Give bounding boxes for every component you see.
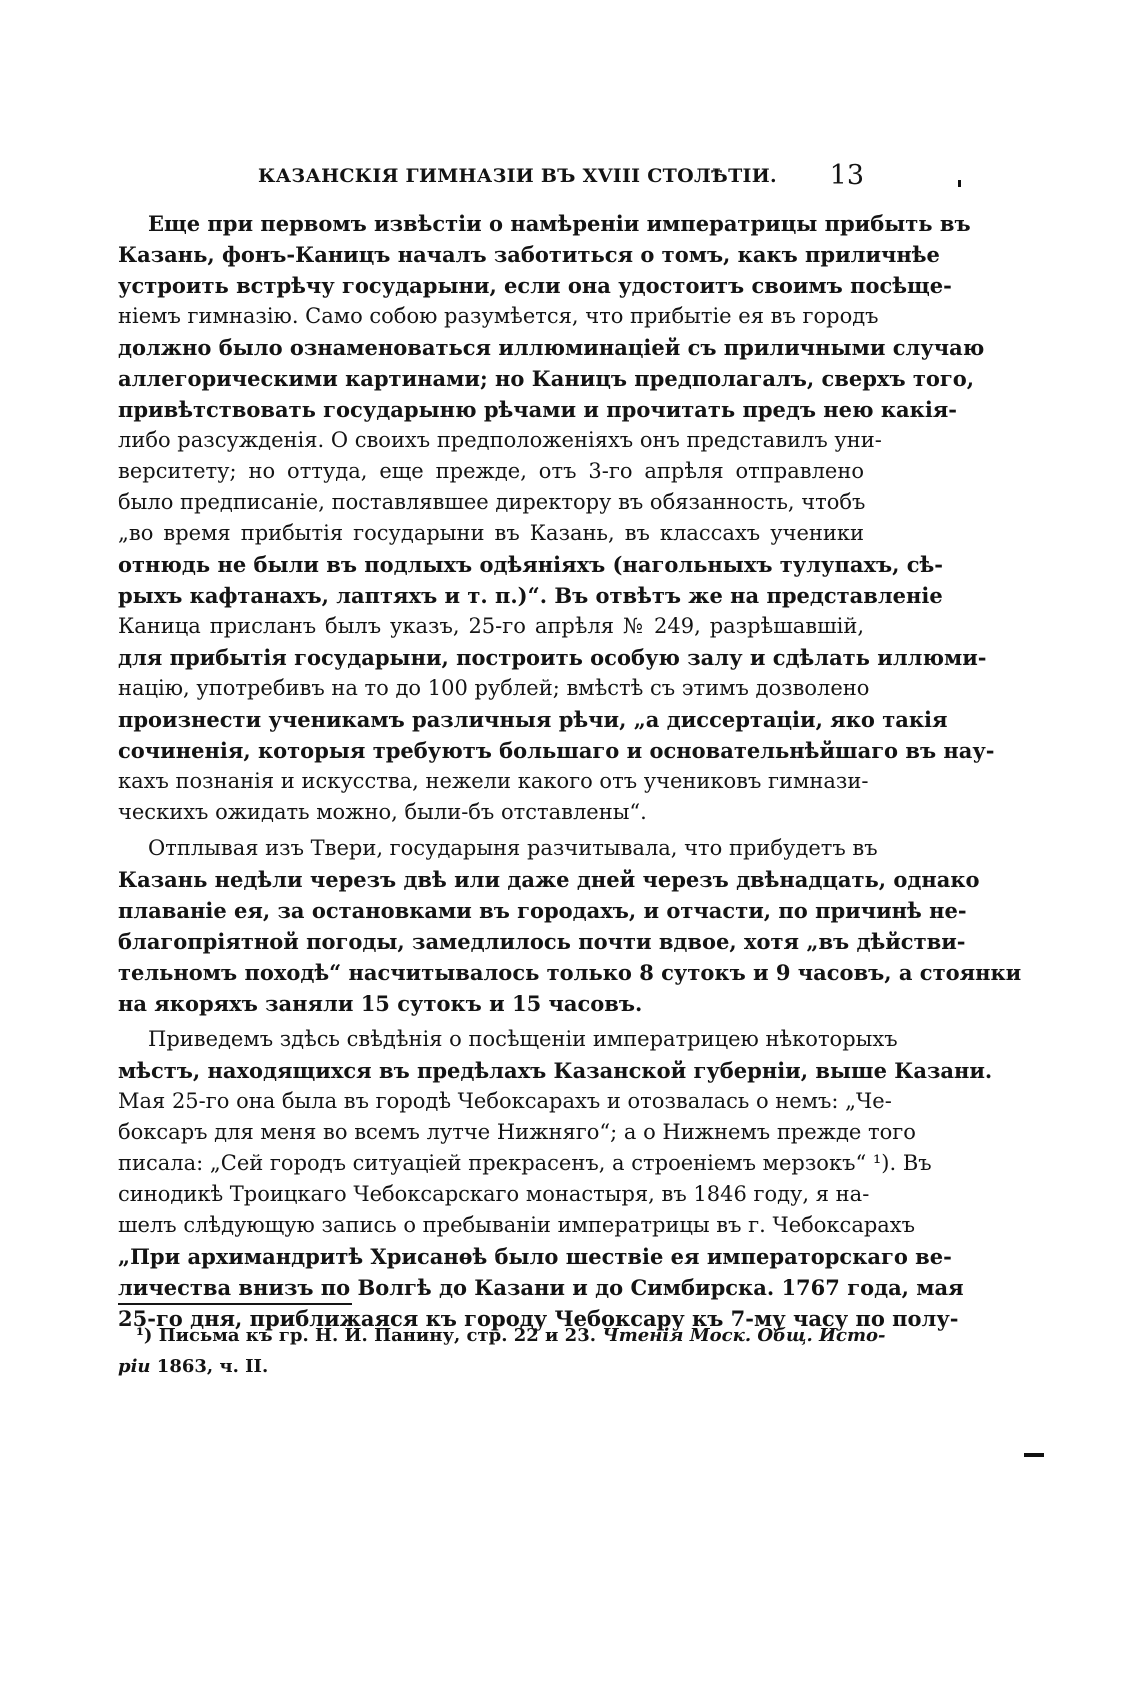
text-line: ніемъ гимназію. Само собою разумѣется, что прибытіе ея въ городъ: [118, 304, 879, 328]
text-line: Казань, фонъ-Каницъ началъ заботиться о томъ, какъ приличнѣе: [118, 242, 940, 267]
text-line: для прибытія государыни, построить особую залу и сдѣлать иллюми-: [118, 645, 987, 670]
footnote-line: [118, 1351, 864, 1382]
text-line: боксаръ для меня во всемъ лутче Нижняго“; а о Нижнемъ прежде того: [118, 1120, 916, 1144]
text-line: шелъ слѣдующую запись о пребываніи императрицы въ г. Чебоксарахъ: [118, 1213, 916, 1237]
text-line: писала: „Сей городъ ситуаціей прекрасенъ, а строеніемъ мерзокъ“ ¹). Въ: [118, 1151, 932, 1175]
text-line: плаваніе ея, за остановками въ городахъ, и отчасти, по причинѣ не-: [118, 898, 967, 923]
footnote-text: 1863, ч. II.: [156, 1356, 269, 1377]
text-line: мѣстъ, находящихся въ предѣлахъ Казанской губерніи, выше Казани.: [118, 1058, 993, 1083]
text-line: было предписаніе, поставлявшее директору въ обязанность, чтобъ: [118, 490, 866, 514]
text-line: Мая 25-го она была въ городѣ Чебоксарахъ и отозвалась о немъ: „Че-: [118, 1089, 892, 1113]
text-line: націю, употребивъ на то до 100 рублей; вмѣстѣ съ этимъ дозволено: [118, 676, 870, 700]
text-line: Приведемъ здѣсь свѣдѣнія о посѣщеніи императрицею нѣкоторыхъ: [148, 1027, 898, 1051]
text-line: на якоряхъ заняли 15 сутокъ и 15 часовъ.: [118, 991, 643, 1016]
footnote-rule: [118, 1303, 352, 1305]
text-line: либо разсужденія. О своихъ предположеніяхъ онъ представилъ уни-: [118, 428, 882, 452]
text-line: синодикѣ Троицкаго Чебоксарскаго монастыря, въ 1846 году, я на-: [118, 1182, 870, 1206]
text-line: 25-го дня, приближаяся къ городу Чебоксару къ 7-му часу по полу-: [118, 1306, 959, 1331]
footnote-text: Письма къ гр. Н. И. Панину, стр. 22 и 23.: [158, 1325, 596, 1346]
footnote-mark: ¹): [136, 1325, 153, 1346]
text-line: „При архимандритѣ Хрисанѳѣ было шествіе ея императорскаго ве-: [118, 1244, 952, 1269]
text-line: Каница присланъ былъ указъ, 25-го апрѣля № 249, разрѣшавшій,: [118, 614, 864, 638]
footnote-italic-text: ріи: [118, 1356, 151, 1377]
text-line: кахъ познанія и искусства, нежели какого отъ учениковъ гимнази-: [118, 769, 869, 793]
text-line: аллегорическими картинами; но Каницъ предполагалъ, сверхъ того,: [118, 366, 975, 391]
text-line: Отплывая изъ Твери, государыня разчитывала, что прибудетъ въ: [148, 836, 878, 860]
text-line: устроить встрѣчу государыни, если она удостоитъ своимъ посѣще-: [118, 273, 952, 298]
text-line: ческихъ ожидать можно, были-бъ отставлены“.: [118, 800, 647, 824]
text-line: произнести ученикамъ различныя рѣчи, „а диссертаціи, яко такія: [118, 707, 948, 732]
footnote: [118, 1320, 886, 1382]
text-line: личества внизъ по Волгѣ до Казани и до Симбирска. 1767 года, мая: [118, 1275, 964, 1300]
text-line: привѣтствовать государыню рѣчами и прочитать предъ нею какія-: [118, 397, 958, 422]
body-text: [118, 208, 1022, 1334]
footnote-line: [118, 1320, 886, 1351]
text-line: рыхъ кафтанахъ, лаптяхъ и т. п.)“. Въ отвѣтъ же на представленіе: [118, 583, 943, 608]
text-line: благопріятной погоды, замедлилось почти вдвое, хотя „въ дѣйстви-: [118, 929, 966, 954]
text-line: Казань недѣли черезъ двѣ или даже дней черезъ двѣнадцать, однако: [118, 867, 980, 892]
text-line: верситету; но оттуда, еще прежде, отъ 3-го апрѣля отправлено: [118, 459, 864, 483]
text-line: должно было ознаменоваться иллюминаціей съ приличными случаю: [118, 335, 985, 360]
text-line: сочиненія, которыя требуютъ большаго и основательнѣйшаго въ нау-: [118, 738, 995, 763]
text-line: отнюдь не были въ подлыхъ одѣяніяхъ (нагольныхъ тулупахъ, сѣ-: [118, 552, 943, 577]
scan-speck: [958, 180, 961, 187]
text-line: тельномъ походѣ“ насчитывалось только 8 сутокъ и 9 часовъ, а стоянки: [118, 960, 1022, 985]
text-line: Еще при первомъ извѣстіи о намѣреніи императрицы прибыть въ: [148, 211, 971, 236]
page-number: 13: [829, 160, 864, 191]
footnote-italic-text: Чтенія Моск. Общ. Исто-: [602, 1325, 886, 1346]
running-head: [258, 158, 864, 194]
running-title: КАЗАНСКІЯ ГИМНАЗІИ ВЪ XVIII СТОЛѢТІИ.: [258, 165, 777, 187]
text-line: „во время прибытія государыни въ Казань, въ классахъ ученики: [118, 521, 864, 545]
scan-dash-mark: [1024, 1453, 1044, 1457]
